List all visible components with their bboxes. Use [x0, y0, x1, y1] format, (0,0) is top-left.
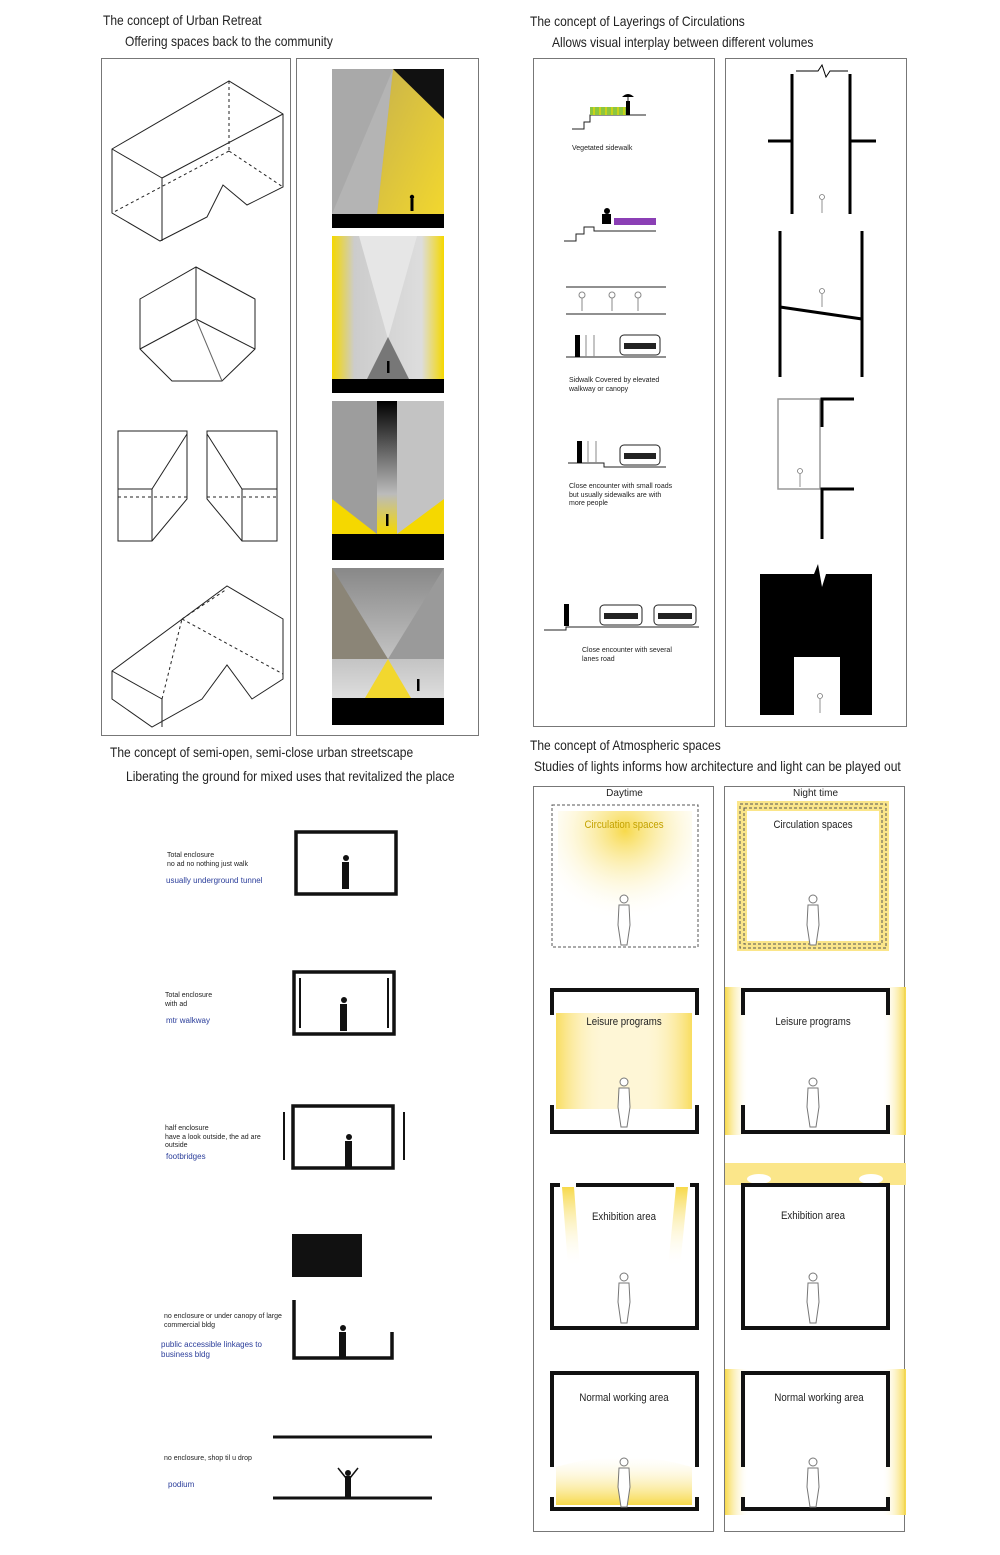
- enclosure-1-desc: Total enclosure no ad no nothing just walk: [167, 852, 248, 868]
- night-area-label-3: Exhibition area: [780, 1210, 846, 1222]
- night-working: [725, 1369, 906, 1515]
- daytime-panel: [533, 786, 714, 1532]
- night-area-label-1: Circulation spaces: [773, 819, 853, 831]
- layerings-title: The concept of Layerings of Circulations: [530, 13, 745, 29]
- daytime-header: Daytime: [606, 788, 643, 799]
- day-leisure: [552, 990, 697, 1132]
- daytime-diagrams: [534, 787, 715, 1533]
- day-exhibition: [552, 1181, 697, 1328]
- nighttime-panel: [724, 786, 905, 1532]
- covered-sidewalk-label: Sidwalk Covered by elevated walkway or canopy: [569, 377, 660, 393]
- nighttime-diagrams: [725, 787, 906, 1533]
- enclosure-3-desc: half enclosure have a look outside, the ad are outside: [165, 1125, 261, 1149]
- enclosure-5-desc: no enclosure, shop til u drop: [164, 1455, 252, 1462]
- night-leisure: [725, 987, 906, 1135]
- enclosure-section-1: [296, 832, 396, 894]
- enclosure-1-example: usually underground tunnel: [166, 876, 263, 885]
- enclosure-section-4: [292, 1234, 392, 1358]
- enclosure-4-example: public accessible linkages to business bldg: [161, 1340, 262, 1359]
- night-area-label-4: Normal working area: [774, 1392, 864, 1404]
- enclosure-2-example: mtr walkway: [166, 1016, 211, 1025]
- enclosure-section-5: [273, 1437, 432, 1498]
- several-lanes-label: Close encounter with several lanes road: [582, 647, 672, 663]
- enclosure-section-2: [294, 972, 394, 1034]
- night-exhibition: [725, 1163, 906, 1328]
- urban-retreat-title: The concept of Urban Retreat: [103, 12, 262, 28]
- night-area-label-2: Leisure programs: [775, 1016, 851, 1028]
- day-area-label-1: Circulation spaces: [584, 819, 664, 831]
- streetscape-subtitle: Liberating the ground for mixed uses that revitalized the place: [126, 768, 455, 784]
- nighttime-header: Night time: [792, 788, 838, 799]
- layerings-subtitle: Allows visual interplay between different volumes: [552, 34, 814, 50]
- close-small-road-label: Close encounter with small roads but usually sidewalks are with more people: [569, 483, 673, 507]
- streetscape-title: The concept of semi-open, semi-close urban streetscape: [110, 744, 414, 760]
- atmospheric-subtitle: Studies of lights informs how architecture and light can be played out: [534, 758, 901, 774]
- atmospheric-title: The concept of Atmospheric spaces: [530, 737, 721, 753]
- vegetated-sidewalk-label: Vegetated sidewalk: [572, 145, 633, 152]
- enclosure-section-3: [284, 1106, 404, 1168]
- day-area-label-3: Exhibition area: [591, 1211, 657, 1223]
- enclosure-3-example: footbridges: [166, 1152, 206, 1161]
- day-area-label-4: Normal working area: [579, 1392, 669, 1404]
- day-area-label-2: Leisure programs: [586, 1016, 662, 1028]
- urban-retreat-subtitle: Offering spaces back to the community: [125, 33, 333, 49]
- enclosure-2-desc: Total enclosure with ad: [165, 992, 213, 1008]
- enclosure-5-example: podium: [168, 1480, 195, 1489]
- enclosure-4-desc: no enclosure or under canopy of large commercial bldg: [164, 1313, 282, 1329]
